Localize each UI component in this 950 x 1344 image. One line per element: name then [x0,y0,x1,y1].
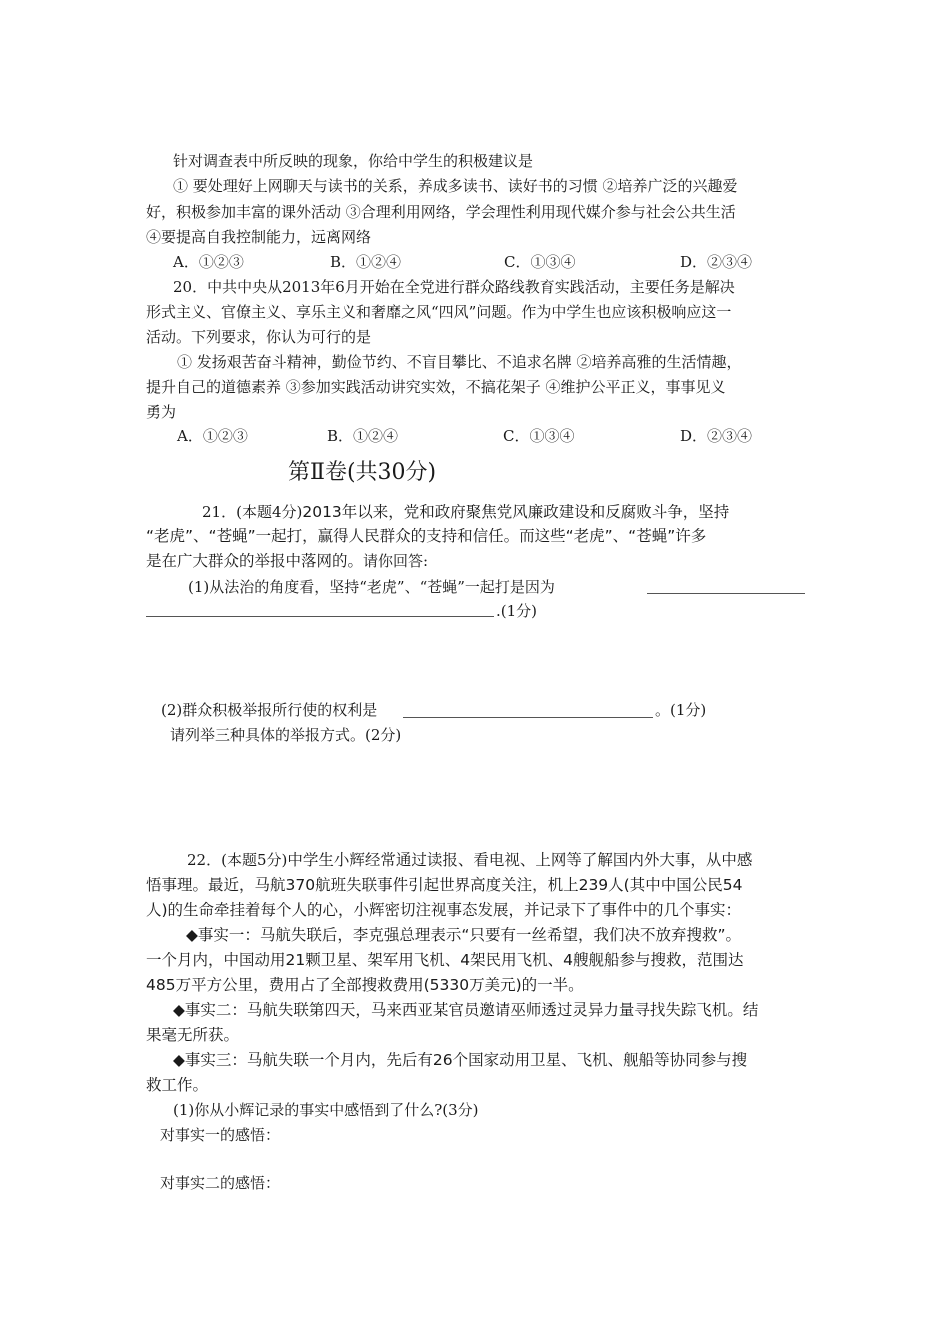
q19-option-a: A．①②③ [173,253,244,271]
q21-line-3 [146,551,428,572]
q22-answer-1-label: 对事实一的感悟： [160,1126,281,1144]
q19-stem: 针对调查表中所反映的现象，你给中学生的积极建议是 [173,152,534,170]
q21-prefix: 21．(本题4分) [202,503,303,521]
q21-line-1-rest: 2013年以来，党和政府聚焦党风廉政建设和反腐败斗争，坚持 [302,503,730,521]
q21-answer-blank-2[interactable] [146,600,494,617]
q20-option-d: D．②③④ [680,427,753,445]
q22-line-2: 悟事理。最近，马航370航班失联事件引起世界高度关注，机上239人(其中中国公民54 [146,876,743,894]
q19-option-b: B．①②④ [330,253,402,271]
q22-line-3: 人)的生命牵挂着每个人的心，小辉密切注视事态发展，并记录下了事件中的几个事实： [146,901,742,919]
q22-prefix: 22．(本题5分) [187,851,288,869]
q22-line-1 [187,850,752,871]
q19-line-2: 好，积极参加丰富的课外活动 ③合理利用网络，学会理性利用现代媒介参与社会公共生活 [146,203,736,221]
q21-answer-blank-1[interactable] [647,577,805,594]
q19-line-3: ④要提高自我控制能力，远离网络 [146,228,372,246]
q22-fact-1-c: 485万平方公里，费用占了全部搜救费用(5330万美元)的一半。 [146,976,584,994]
q21-line-3-b: 请你回答: [363,552,429,570]
q19-option-d: D．②③④ [680,253,753,271]
q21-answer-blank-3[interactable] [403,701,653,718]
q20-line-3: 活动。下列要求，你认为可行的是 [146,328,372,346]
q20-line-6: 勇为 [146,403,177,421]
q22-fact-2-b: 果毫无所获。 [146,1026,240,1044]
q21-sub-1-score: .(1分) [496,602,538,620]
q20-option-a: A．①②③ [177,427,248,445]
q21-sub-1: (1)从法治的角度看，坚持“老虎”、“苍蝇”一起打是因为 [188,578,555,596]
q22-fact-3-b: 救工作。 [146,1076,209,1094]
q20-line-1: 20．中共中央从2013年6月开始在全党进行群众路线教育实践活动，主要任务是解决 [173,278,735,296]
q20-line-2: 形式主义、官僚主义、享乐主义和奢靡之风“四风”问题。作为中学生也应该积极响应这一 [146,303,732,321]
section-title: 第Ⅱ卷(共30分) [288,460,437,485]
q21-sub-2-score: 。(1分) [655,701,707,719]
q20-option-c: C．①③④ [503,427,575,445]
q19-option-c: C．①③④ [504,253,576,271]
q21-line-2: “老虎”、“苍蝇”一起打，赢得人民群众的支持和信任。而这些“老虎”、“苍蝇”许多 [146,527,707,545]
q19-line-1: ① 要处理好上网聊天与读书的关系，养成多读书、读好书的习惯 ②培养广泛的兴趣爱 [173,177,738,195]
q22-fact-3-a: ◆事实三：马航失联一个月内，先后有26个国家动用卫星、飞机、舰船等协同参与搜 [173,1051,748,1069]
q21-line-3-a: 是在广大群众的举报中落网的。 [146,552,364,570]
q21-sub-2-b: 请列举三种具体的举报方式。(2分) [170,726,402,744]
q22-fact-1-b: 一个月内，中国动用21颗卫星、架军用飞机、4架民用飞机、4艘舰船参与搜救，范围达 [146,951,744,969]
q22-fact-2-a: ◆事实二：马航失联第四天，马来西亚某官员邀请巫师透过灵异力量寻找失踪飞机。结 [173,1001,759,1019]
q22-sub-1: (1)你从小辉记录的事实中感悟到了什么?(3分) [173,1101,479,1119]
q22-answer-2-label: 对事实二的感悟： [160,1174,281,1192]
q22-line-1-rest: 中学生小辉经常通过读报、看电视、上网等了解国内外大事，从中感 [287,851,753,869]
q20-line-4: ① 发扬艰苦奋斗精神，勤俭节约、不盲目攀比、不追求名牌 ②培养高雅的生活情趣， [177,353,742,371]
q22-fact-1-a: ◆事实一：马航失联后，李克强总理表示“只要有一丝希望，我们决不放弃搜救”。 [186,926,741,944]
q21-line-1 [202,502,729,523]
q20-option-b: B．①②④ [327,427,399,445]
q21-sub-2: (2)群众积极举报所行使的权利是 [161,701,378,719]
q20-line-5: 提升自己的道德素养 ③参加实践活动讲究实效，不搞花架子 ④维护公平正义，事事见义 [146,378,726,396]
